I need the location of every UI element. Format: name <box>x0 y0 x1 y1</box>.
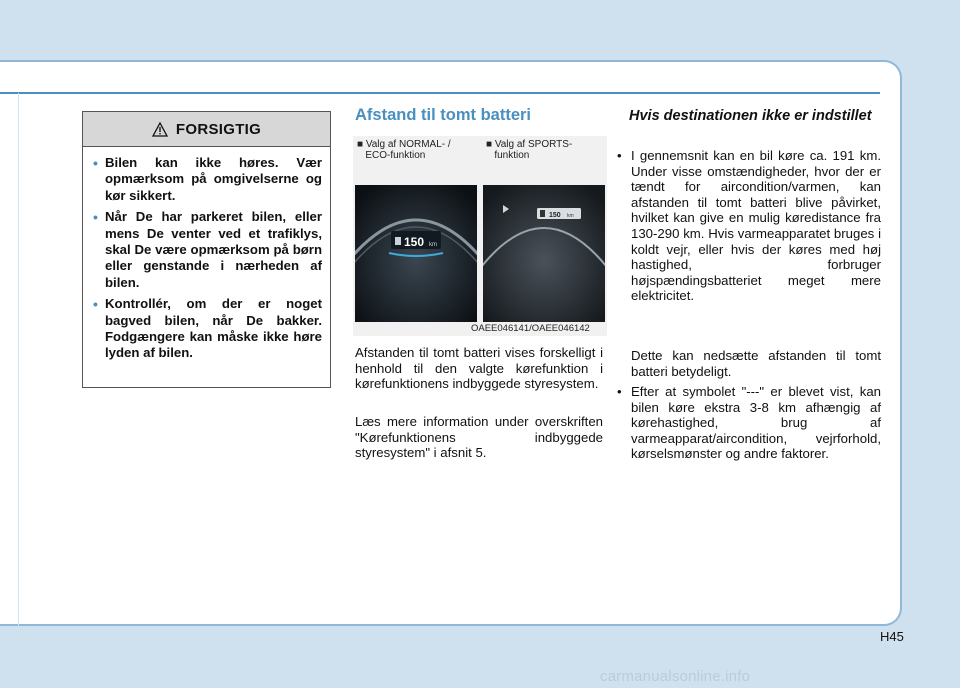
bullet-icon: • <box>93 296 98 313</box>
section-heading: Afstand til tomt batteri <box>355 106 531 124</box>
caution-header <box>83 112 330 147</box>
caution-box <box>82 111 331 388</box>
figure-label-sports: ■ Valg af SPORTS- funktion <box>486 139 573 161</box>
subsection-heading: Hvis destinationen ikke er indstillet <box>629 108 872 124</box>
caution-title: FORSIGTIG <box>175 120 262 138</box>
bullet-item: • Efter at symbolet "---" er blevet vist, kan bilen køre ekstra 3-8 km afhængig af kørehastighed, brug af varmeapparat/aircondition, vejrforhold, kørselsmønster og andre faktorer. <box>617 384 881 462</box>
bullet-icon: • <box>617 148 622 163</box>
top-divider <box>0 92 880 94</box>
bullet-item: • I gennemsnit kan en bil køre ca. 191 km. Under visse omstændigheder, hvor der er tændt for aircondition/varmen, kan afstanden til tomt batteri blive påvirket, hvilket kan give en mulig køredistance fra 130-290 km. Hvis varmeapparatet bruges i koldt vejr, eller hvis der køres med høj hastighed, forbruger højspændingsbatteriet meget mere elektricitet. <box>617 148 881 304</box>
cluster-unit-normal: km <box>429 242 437 248</box>
bullet-icon: • <box>93 209 98 226</box>
body-paragraph: Læs mere information under overskriften "Kørefunktionens indbyggede styresystem" i afsnit 5. <box>355 414 603 461</box>
page-number: H45 <box>880 629 904 644</box>
bullet-icon: • <box>617 384 622 399</box>
caution-item: • Bilen kan ikke høres. Vær opmærksom på omgivelserne og kør sikkert. <box>93 155 322 203</box>
cluster-image-normal-eco <box>355 185 477 322</box>
cluster-value-sports: 150 <box>549 212 561 219</box>
caution-item: • Når De har parkeret bilen, eller mens De venter ved et trafiklys, skal De være opmærksom på børn eller genstande i nærheden af bilen. <box>93 209 322 290</box>
figure-code: OAEE046141/OAEE046142 <box>471 323 590 334</box>
sub-paragraph: Dette kan nedsætte afstanden til tomt batteri betydeligt. <box>631 348 881 379</box>
caution-item: • Kontrollér, om der er noget bagved bilen, når De bakker. Fodgængere kan måske ikke høre lyden af bilen. <box>93 296 322 361</box>
bullet-icon: • <box>93 155 98 171</box>
body-paragraph: Afstanden til tomt batteri vises forskelligt i henhold til den valgte kørefunktion i kørefunktionens indbyggede styresystem. <box>355 345 603 392</box>
cluster-image-sports <box>483 185 605 322</box>
figure-label-normal-eco: ■ Valg af NORMAL- / ECO-funktion <box>357 139 451 161</box>
caution-list <box>83 147 330 362</box>
cluster-unit-sports: km <box>567 213 574 219</box>
left-margin-line <box>18 93 19 626</box>
dashboard-figure <box>353 136 607 336</box>
warning-triangle-icon <box>152 122 168 137</box>
watermark: carmanualsonline.info <box>600 668 751 685</box>
cluster-value-normal: 150 <box>404 235 425 249</box>
